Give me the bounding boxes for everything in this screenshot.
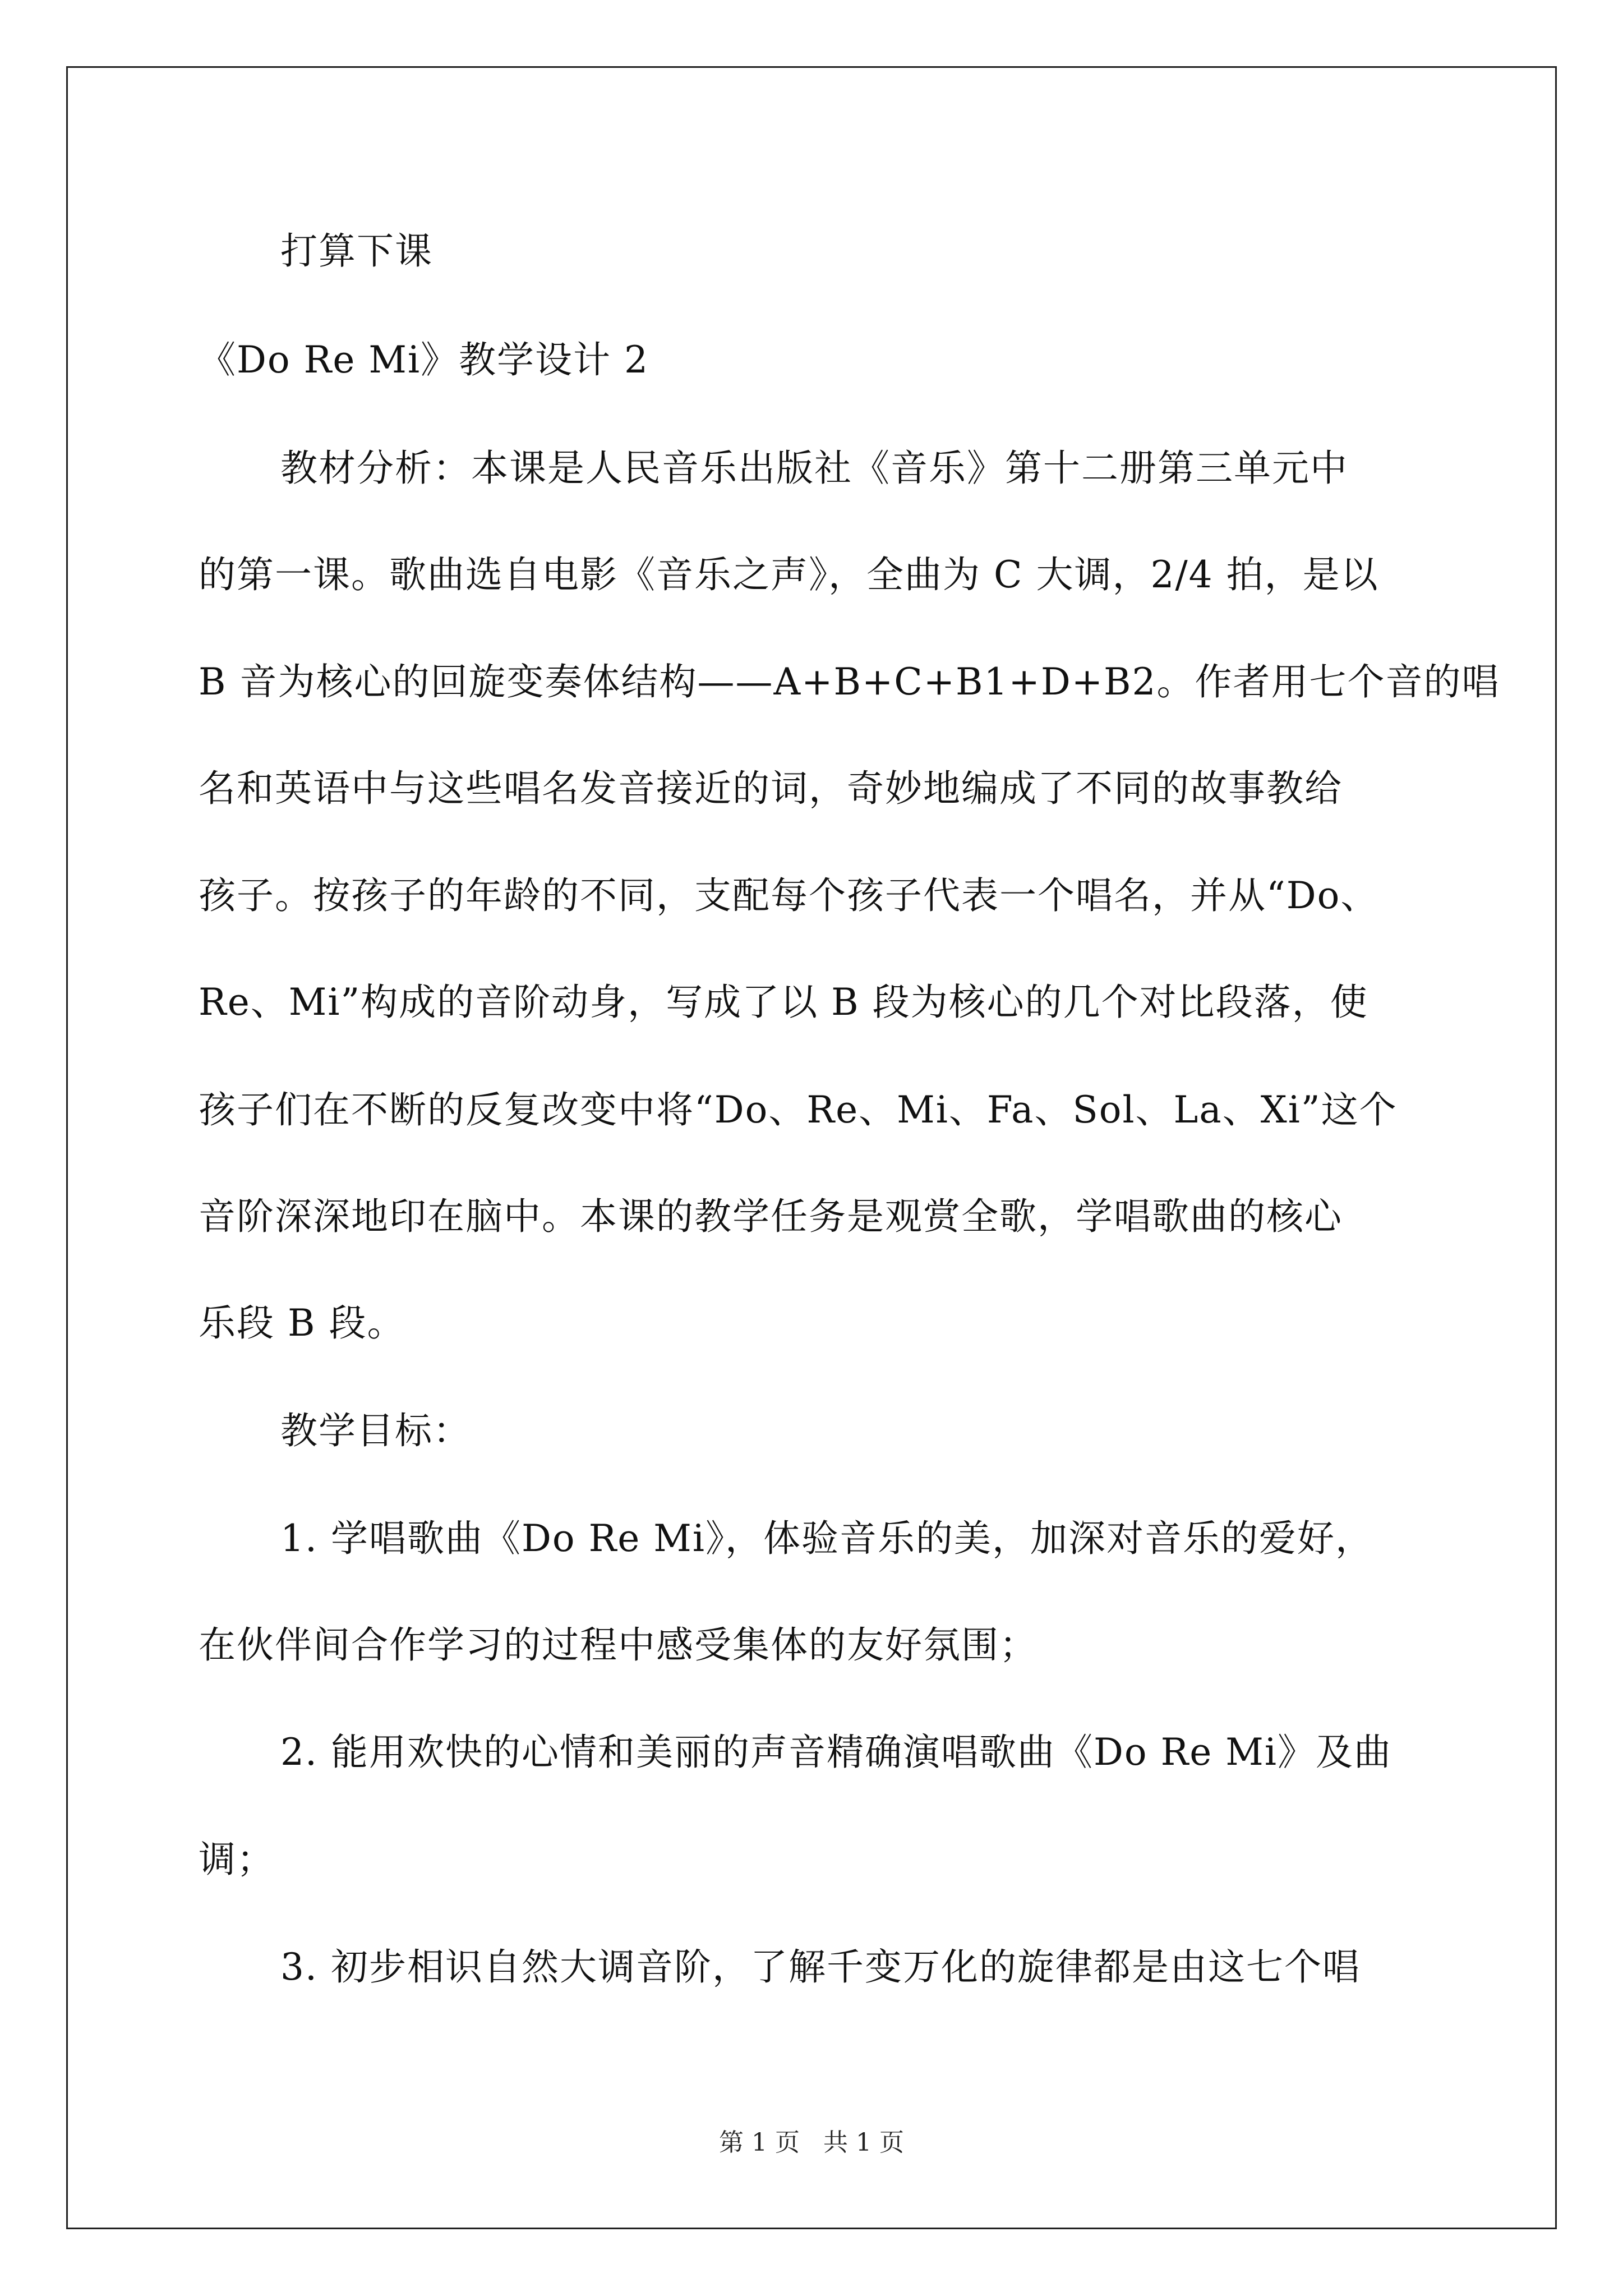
section-title: 《Do Re Mi》教学设计 2: [199, 338, 649, 381]
paragraph-line: 乐段 B 段。: [199, 1301, 405, 1345]
page-number: 第 1 页: [719, 2128, 800, 2157]
objectives-heading: 教学目标：: [280, 1409, 471, 1452]
page-footer: [0, 2128, 1623, 2157]
objective-line: 调；: [199, 1838, 275, 1881]
page-total: 共 1 页: [823, 2128, 904, 2157]
paragraph-line: 音阶深深地印在脑中。本课的教学任务是观赏全歌，学唱歌曲的核心: [199, 1195, 1343, 1238]
paragraph-line: Re、Mi”构成的音阶动身，写成了以 B 段为核心的几个对比段落，使: [199, 981, 1368, 1024]
paragraph-line: B 音为核心的回旋变奏体结构——A+B+C+B1+D+B2。作者用七个音的唱: [199, 660, 1500, 703]
paragraph-line: 名和英语中与这些唱名发音接近的词，奇妙地编成了不同的故事教给: [199, 767, 1343, 810]
paragraph-line: 的第一课。歌曲选自电影《音乐之声》，全曲为 C 大调，2/4 拍，是以: [199, 553, 1379, 596]
paragraph-line: 孩子。按孩子的年龄的不同，支配每个孩子代表一个唱名，并从“Do、: [199, 874, 1379, 917]
text-line-closing: 打算下课: [280, 229, 433, 273]
objective-line: 2. 能用欢快的心情和美丽的声音精确演唱歌曲《Do Re Mi》及曲: [280, 1731, 1392, 1774]
objective-line: 1. 学唱歌曲《Do Re Mi》，体验音乐的美，加深对音乐的爱好，: [280, 1517, 1373, 1560]
objective-line: 3. 初步相识自然大调音阶，了解千变万化的旋律都是由这七个唱: [280, 1945, 1361, 1989]
page-border: [66, 66, 1557, 2229]
objective-line: 在伙伴间合作学习的过程中感受集体的友好氛围；: [199, 1623, 1038, 1667]
paragraph-line: 孩子们在不断的反复改变中将“Do、Re、Mi、Fa、Sol、La、Xi”这个: [199, 1088, 1398, 1131]
paragraph-line: 教材分析：本课是人民音乐出版社《音乐》第十二册第三单元中: [280, 447, 1348, 490]
